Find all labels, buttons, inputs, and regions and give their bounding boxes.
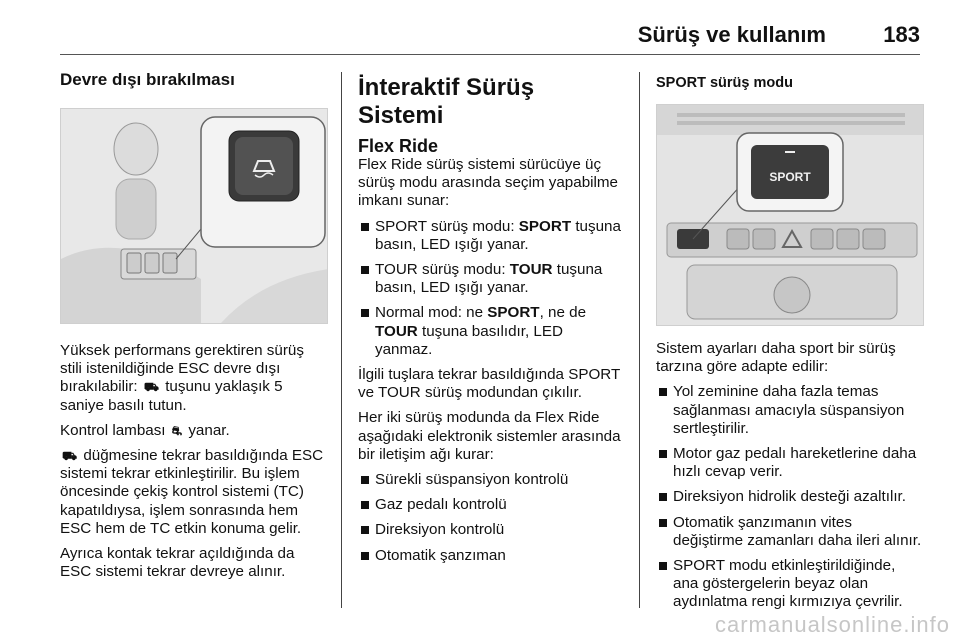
list-item: Gaz pedalı kontrolü	[358, 496, 622, 514]
paragraph: Her iki sürüş modunda da Flex Ride aşağıdaki elektronik sistemler arasında bir iletişim ağı kurar:	[358, 409, 621, 463]
list-item: SPORT modu etkinleştirildiğinde, ana göstergelerin beyaz olan aydınlatma rengi kırmızıya çevrilir.	[656, 557, 924, 612]
paragraph: İlgili tuşlara tekrar basıldığında SPORT ve TOUR sürüş modundan çıkılır.	[358, 366, 620, 402]
paragraph: Ayrıca kontak tekrar açıldığında da ESC sistemi tekrar devreye alınır.	[60, 545, 295, 581]
paragraph: Kontrol lambası ⛐ yanar.	[60, 421, 230, 439]
paragraph: Flex Ride sürüş sistemi sürücüye üç sürüş modu arasında seçim yapabilme imkanı sunar:	[358, 156, 618, 210]
esc-off-icon: ⛟	[62, 449, 78, 464]
esc-button-illustration	[60, 108, 328, 324]
sport-button-label: SPORT	[769, 170, 811, 184]
column-flex-ride	[358, 70, 622, 572]
list-item: Normal mod: ne SPORT, ne de TOUR tuşuna basılıdır, LED yanmaz.	[358, 304, 622, 359]
page-header	[60, 18, 920, 55]
list-item: Otomatik şanzıman	[358, 547, 622, 565]
esc-warning-lamp-icon: ⛐	[171, 423, 183, 438]
list-item: SPORT sürüş modu: SPORT tuşuna basın, LED ışığı yanar.	[358, 218, 622, 254]
page-number: 183	[883, 22, 920, 47]
section-title: İnteraktif Sürüş Sistemi	[358, 74, 535, 129]
list-item: Sürekli süspansiyon kontrolü	[358, 471, 622, 489]
list-item: Yol zeminine daha fazla temas sağlanması amacıyla süspansiyon sertleştirilir.	[656, 383, 924, 438]
list-item: Direksiyon hidrolik desteği azaltılır.	[656, 488, 924, 506]
sport-button-illustration	[656, 104, 924, 326]
list-item: TOUR sürüş modu: TOUR tuşuna basın, LED ışığı yanar.	[358, 261, 622, 297]
column-esc-off	[60, 70, 328, 588]
paragraph: ⛟ düğmesine tekrar basıldığında ESC sistemi tekrar etkinleştirilir. Bu işlem öncesinde çekiş kontrol sistemi (TC) kapatıldıysa, işlem sonrasında hem ESC hem de TC etkin konuma gelir.	[60, 447, 324, 537]
subsection-title: Flex Ride	[358, 136, 439, 156]
watermark: carmanualsonline.info	[714, 612, 950, 637]
section-heading: Devre dışı bırakılması	[60, 70, 235, 89]
column-divider	[341, 72, 342, 608]
column-sport-mode	[656, 70, 924, 619]
paragraph: Sistem ayarları daha sport bir sürüş tarzına göre adapte edilir:	[656, 340, 896, 376]
dashboard-drawing	[657, 105, 924, 325]
list-item: Direksiyon kontrolü	[358, 521, 622, 539]
esc-off-icon: ⛟	[143, 380, 159, 395]
paragraph: Yüksek performans gerektiren sürüş stili istenildiğinde ESC devre dışı bırakılabilir: ⛟ tuşunu yaklaşık 5 saniye basılı tutun.	[60, 342, 304, 414]
list-item: Otomatik şanzımanın vites değiştirme zamanları daha ileri alınır.	[656, 514, 924, 550]
column-divider	[639, 72, 640, 608]
console-drawing	[61, 109, 328, 323]
list-item: Motor gaz pedalı hareketlerine daha hızlı cevap verir.	[656, 445, 924, 481]
subsection-title: SPORT sürüş modu	[656, 75, 793, 91]
header-title: Sürüş ve kullanım	[637, 22, 826, 47]
